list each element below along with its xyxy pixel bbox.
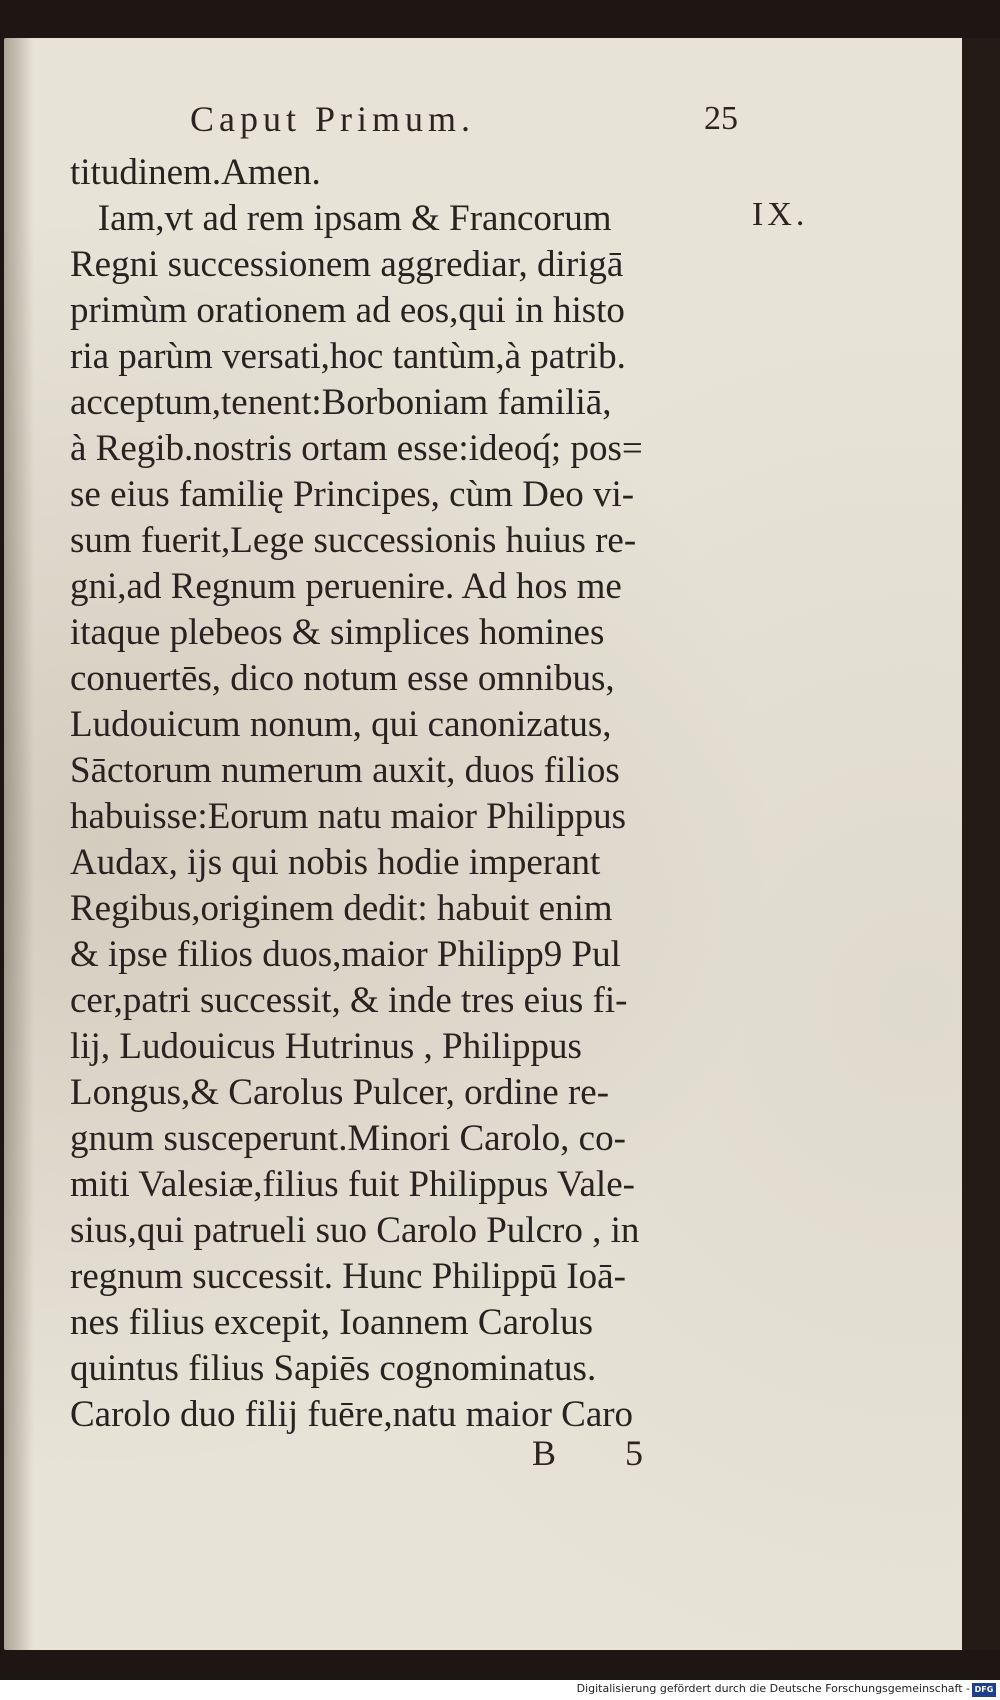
gutter-shadow bbox=[4, 38, 34, 1650]
text-line: conuertēs, dico notum esse omnibus, bbox=[70, 658, 615, 699]
dfg-logo[interactable]: DFG bbox=[972, 1683, 996, 1697]
text-line: Iam,vt ad rem ipsam & Francorum bbox=[70, 198, 612, 239]
text-line: miti Valesiæ,filius fuit Philippus Vale- bbox=[70, 1164, 635, 1205]
text-line: & ipse filios duos,maior Philipp9 Pul bbox=[70, 934, 621, 975]
footer-credit: Digitalisierung gefördert durch die Deutsche Forschungsgemeinschaft - bbox=[576, 1682, 970, 1695]
text-line: primùm orationem ad eos,qui in histo bbox=[70, 290, 625, 331]
text-line: Regni successionem aggrediar, dirigā bbox=[70, 244, 624, 285]
text-line: nes filius excepit, Ioannem Carolus bbox=[70, 1302, 594, 1343]
text-line: Audax, ijs qui nobis hodie imperant bbox=[70, 842, 601, 883]
text-line: sum fuerit,Lege successionis huius re- bbox=[70, 520, 637, 561]
text-line: cer,patri successit, & inde tres eius fi- bbox=[70, 980, 628, 1021]
page-number: 25 bbox=[704, 100, 738, 137]
text-line: regnum successit. Hunc Philippū Ioā- bbox=[70, 1256, 626, 1297]
text-line: à Regib.nostris ortam esse:ideoq́; pos= bbox=[70, 428, 643, 469]
body-text bbox=[70, 150, 770, 1438]
text-line: Ludouicum nonum, qui canonizatus, bbox=[70, 704, 612, 745]
text-line: Regibus,originem dedit: habuit enim bbox=[70, 888, 613, 929]
text-line: quintus filius Sapiēs cognominatus. bbox=[70, 1348, 597, 1389]
text-line: itaque plebeos & simplices homines bbox=[70, 612, 605, 653]
signature-mark: B 5 bbox=[532, 1433, 674, 1473]
text-line: acceptum,tenent:Borboniam familiā, bbox=[70, 382, 612, 423]
text-line: sius,qui patrueli suo Carolo Pulcro , in bbox=[70, 1210, 640, 1251]
text-line: gnum susceperunt.Minori Carolo, co- bbox=[70, 1118, 626, 1159]
text-line: Longus,& Carolus Pulcer, ordine re- bbox=[70, 1072, 610, 1113]
page-fore-edge bbox=[962, 38, 1000, 1650]
text-line: Carolo duo filij fuēre,natu maior Caro bbox=[70, 1394, 634, 1435]
running-head: Caput Primum. bbox=[190, 99, 476, 139]
text-line: lij, Ludouicus Hutrinus , Philippus bbox=[70, 1026, 582, 1067]
text-line: Sāctorum numerum auxit, duos filios bbox=[70, 750, 620, 791]
text-line: titudinem.Amen. bbox=[70, 152, 321, 193]
margin-note: IX. bbox=[752, 196, 809, 233]
text-line: habuisse:Eorum natu maior Philippus bbox=[70, 796, 626, 837]
text-line: gni,ad Regnum peruenire. Ad hos me bbox=[70, 566, 622, 607]
text-line: ria parùm versati,hoc tantùm,à patrib. bbox=[70, 336, 626, 377]
text-line: se eius familię Principes, cùm Deo vi- bbox=[70, 474, 635, 515]
